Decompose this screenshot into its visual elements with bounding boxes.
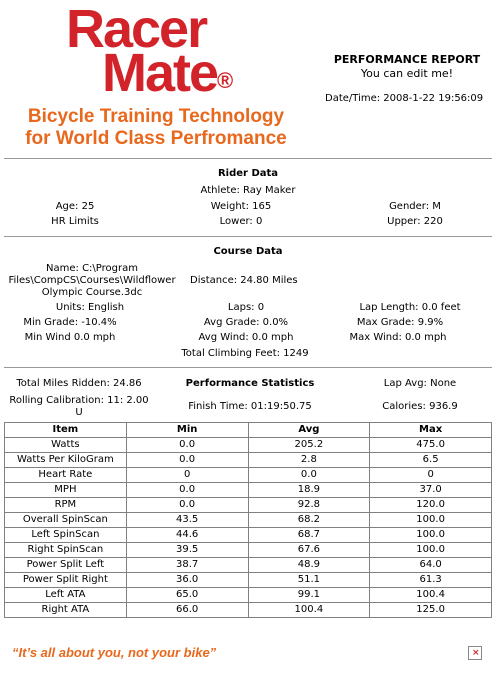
- row-item-label: Watts: [5, 438, 127, 453]
- performance-stats-table: [4, 422, 492, 618]
- row-item-label: Power Split Right: [5, 573, 127, 588]
- course-data-heading: Course Data: [213, 246, 283, 257]
- row-value: 0: [370, 468, 492, 483]
- row-value: 100.4: [248, 603, 370, 618]
- row-value: 51.1: [248, 573, 370, 588]
- row-value: 44.6: [126, 528, 248, 543]
- row-value: 36.0: [126, 573, 248, 588]
- row-value: 100.0: [370, 543, 492, 558]
- tagline-line1: Bicycle Training Technology: [27, 106, 285, 127]
- table-row: [5, 588, 492, 603]
- row-value: 37.0: [370, 483, 492, 498]
- row-value: 0: [126, 468, 248, 483]
- table-row: [5, 438, 492, 453]
- logo-word-racer: Racer: [66, 0, 207, 59]
- column-header: Min: [126, 423, 248, 438]
- course-units: Units: English: [55, 302, 125, 313]
- course-avg-grade: Avg Grade: 0.0%: [203, 317, 289, 328]
- row-value: 48.9: [248, 558, 370, 573]
- row-item-label: Watts Per KiloGram: [5, 453, 127, 468]
- row-value: 0.0: [248, 468, 370, 483]
- course-max-wind: Max Wind: 0.0 mph: [349, 332, 447, 343]
- row-value: 0.0: [126, 483, 248, 498]
- row-value: 68.7: [248, 528, 370, 543]
- row-value: 100.0: [370, 528, 492, 543]
- registered-mark: ®: [217, 68, 234, 93]
- row-value: 120.0: [370, 498, 492, 513]
- row-item-label: MPH: [5, 483, 127, 498]
- course-avg-wind: Avg Wind: 0.0 mph: [198, 332, 294, 343]
- row-value: 99.1: [248, 588, 370, 603]
- row-value: 125.0: [370, 603, 492, 618]
- footer-quote: “It’s all about you, not your bike”: [12, 645, 217, 660]
- column-header: Avg: [248, 423, 370, 438]
- row-value: 43.5: [126, 513, 248, 528]
- rider-gender: Gender: M: [389, 201, 441, 212]
- row-value: 205.2: [248, 438, 370, 453]
- row-item-label: Left ATA: [5, 588, 127, 603]
- athlete-name: Athlete: Ray Maker: [200, 185, 296, 196]
- row-value: 0.0: [126, 438, 248, 453]
- table-row: [5, 483, 492, 498]
- table-header-row: [5, 423, 492, 438]
- lap-avg: Lap Avg: None: [383, 378, 457, 389]
- rider-age: Age: 25: [55, 201, 95, 212]
- course-min-wind: Min Wind 0.0 mph: [24, 332, 116, 343]
- course-min-grade: Min Grade: -10.4%: [23, 317, 117, 328]
- close-icon[interactable]: ×: [468, 646, 482, 660]
- row-value: 6.5: [370, 453, 492, 468]
- table-row: [5, 573, 492, 588]
- row-value: 475.0: [370, 438, 492, 453]
- finish-time: Finish Time: 01:19:50.75: [188, 401, 312, 412]
- report-datetime: Date/Time: 2008-1-22 19:56:09: [325, 93, 484, 104]
- row-value: 0.0: [126, 498, 248, 513]
- row-value: 2.8: [248, 453, 370, 468]
- row-value: 64.0: [370, 558, 492, 573]
- row-value: 100.4: [370, 588, 492, 603]
- row-item-label: RPM: [5, 498, 127, 513]
- table-row: [5, 543, 492, 558]
- table-row: [5, 498, 492, 513]
- table-row: [5, 453, 492, 468]
- logo-word-mate: Mate: [102, 43, 218, 103]
- row-item-label: Overall SpinScan: [5, 513, 127, 528]
- divider: [4, 158, 492, 159]
- rolling-calibration: Rolling Calibration: 11: 2.00 U: [9, 395, 149, 418]
- row-value: 0.0: [126, 453, 248, 468]
- hr-upper: Upper: 220: [387, 216, 443, 227]
- course-max-grade: Max Grade: 9.9%: [356, 317, 444, 328]
- row-value: 65.0: [126, 588, 248, 603]
- column-header: Item: [5, 423, 127, 438]
- divider: [4, 367, 492, 368]
- calories: Calories: 936.9: [382, 401, 458, 412]
- report-title: PERFORMANCE REPORT: [333, 53, 481, 66]
- course-lap-length: Lap Length: 0.0 feet: [359, 302, 461, 313]
- course-distance: Distance: 24.80 Miles: [190, 275, 298, 286]
- row-value: 67.6: [248, 543, 370, 558]
- row-item-label: Left SpinScan: [5, 528, 127, 543]
- row-item-label: Right SpinScan: [5, 543, 127, 558]
- row-item-label: Right ATA: [5, 603, 127, 618]
- hr-lower: Lower: 0: [219, 216, 263, 227]
- table-row: [5, 558, 492, 573]
- report-subtitle[interactable]: You can edit me!: [360, 67, 454, 80]
- tagline-line2: for World Class Perfromance: [25, 128, 287, 149]
- course-name: Name: C:\Program Files\CompCS\Courses\Wildflower Olympic Course.3dc: [8, 263, 176, 298]
- total-miles-ridden: Total Miles Ridden: 24.86: [16, 378, 142, 389]
- row-item-label: Heart Rate: [5, 468, 127, 483]
- row-value: 39.5: [126, 543, 248, 558]
- hr-limits-label: HR Limits: [51, 216, 99, 227]
- row-value: 100.0: [370, 513, 492, 528]
- row-value: 18.9: [248, 483, 370, 498]
- table-row: [5, 513, 492, 528]
- row-value: 38.7: [126, 558, 248, 573]
- course-total-climbing: Total Climbing Feet: 1249: [181, 348, 309, 359]
- course-laps: Laps: 0: [227, 302, 265, 313]
- divider: [4, 236, 492, 237]
- row-value: 66.0: [126, 603, 248, 618]
- rider-data-heading: Rider Data: [217, 168, 279, 179]
- table-row: [5, 603, 492, 618]
- table-row: [5, 468, 492, 483]
- row-value: 61.3: [370, 573, 492, 588]
- row-value: 68.2: [248, 513, 370, 528]
- row-value: 92.8: [248, 498, 370, 513]
- table-row: [5, 528, 492, 543]
- performance-stats-heading: Performance Statistics: [185, 378, 315, 389]
- column-header: Max: [370, 423, 492, 438]
- row-item-label: Power Split Left: [5, 558, 127, 573]
- rider-weight: Weight: 165: [210, 201, 272, 212]
